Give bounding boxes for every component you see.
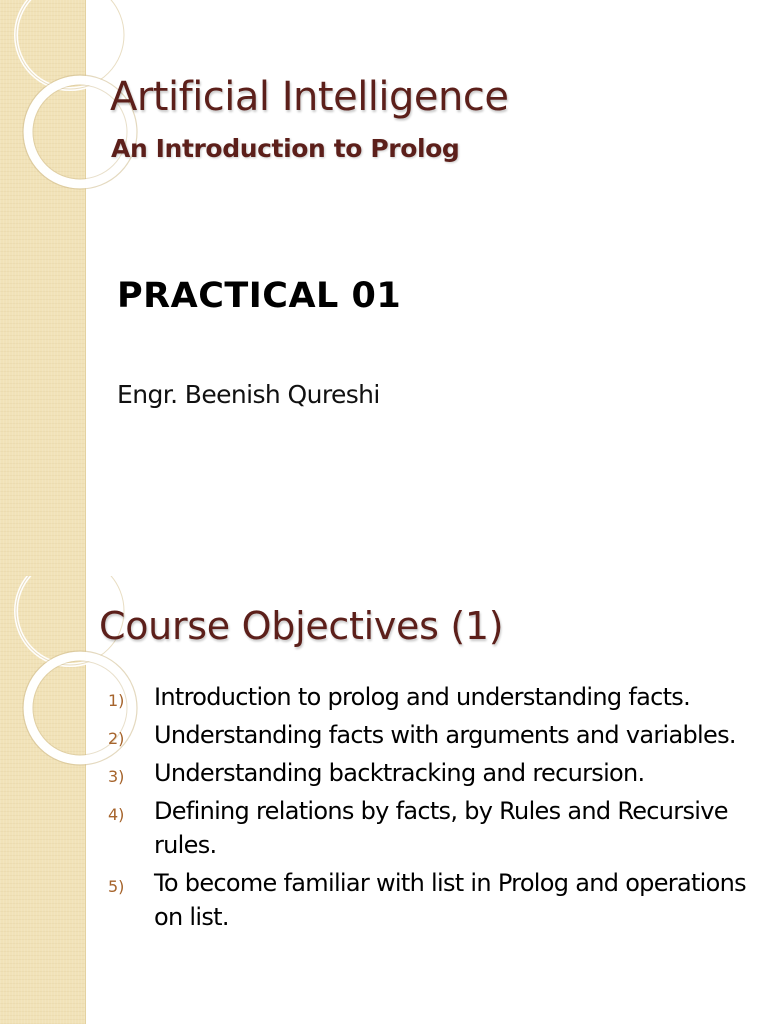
objectives-slide [0, 576, 768, 1024]
objective-list [108, 680, 748, 938]
author-name: Engr. Beenish Qureshi [117, 380, 380, 409]
section-title: Course Objectives (1) [99, 604, 504, 648]
practical-label: PRACTICAL 01 [117, 276, 402, 316]
list-number: 1) [108, 691, 125, 710]
list-number: 3) [108, 767, 125, 786]
slide-title: Artificial Intelligence [110, 74, 509, 120]
slide-subtitle: An Introduction to Prolog [111, 134, 460, 163]
list-item [108, 866, 748, 934]
list-text: Introduction to prolog and understanding facts. [154, 683, 691, 711]
list-item [108, 756, 748, 790]
list-text: To become familiar with list in Prolog and operations on list. [154, 869, 746, 931]
list-item [108, 680, 748, 714]
list-number: 2) [108, 729, 125, 748]
list-number: 4) [108, 805, 125, 824]
list-text: Understanding backtracking and recursion. [154, 759, 645, 787]
list-number: 5) [108, 877, 125, 896]
list-item [108, 718, 748, 752]
list-text: Defining relations by facts, by Rules and Recursive rules. [154, 797, 728, 859]
list-item [108, 794, 748, 862]
list-text: Understanding facts with arguments and variables. [154, 721, 736, 749]
